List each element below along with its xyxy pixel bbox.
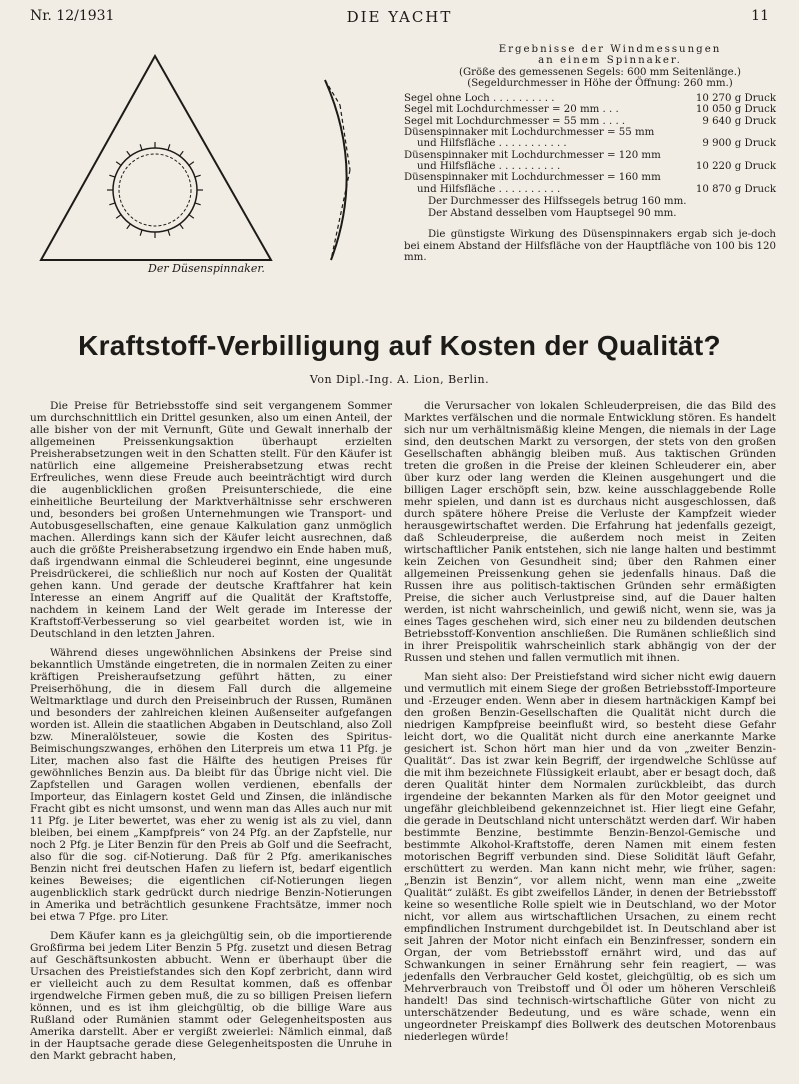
circle-tick xyxy=(127,151,131,156)
circle-tick xyxy=(109,203,115,205)
results-row-value: 10 270 g Druck xyxy=(695,93,776,105)
article-column-left xyxy=(30,400,392,1069)
page-header xyxy=(30,8,769,28)
results-row-value: 9 640 g Druck xyxy=(702,115,776,127)
circle-tick xyxy=(189,215,194,219)
issue-number: Nr. 12/1931 xyxy=(30,8,115,24)
results-row xyxy=(404,127,776,150)
circle-tick xyxy=(189,162,194,166)
article-paragraph: Man sieht also: Der Preistiefstand wird sicher nicht ewig dauern und vermutlich mit einem Siege der großen Betriebsstoff-Importeure und -Erzeuger enden. Wenn aber in diesem hartnäckigen Kampf bei den großen Benzin-Gesellschaften die Qualität nicht durch die niedrigen Kampfpreise beeinflußt wird, so besteht diese Gefahr leicht dort, wo die Qualität nicht durch eine anerkannte Marke gesichert ist. Schon hört man hier und da von „zweiter Benzin-Qualität“. Das ist zwar kein Begriff, der irgendwelche Schlüsse auf die mit ihm bezeichnete Flüssigkeit erlaubt, aber er besagt doch, daß deren Qualität hinter dem Normalen zurückbleibt, das durch irgendeine der bekannten Marken als für den Motor geeignet und ungefähr gleichbleibend gekennzeichnet ist. Hier liegt eine Gefahr, die gerade in Deutschland nicht unterschätzt werden darf. Wir haben bestimmte Benzine, bestimmte Benzin-Benzol-Gemische und bestimmte Alkohol-Kraftstoffe, deren Namen mit einem festen motorischen Begriff verbunden sind. Diese Solidität läuft Gefahr, erschüttert zu werden. Man kann nicht mehr, wie früher, sagen: „Benzin ist Benzin“, vor allem nicht, wenn man eine „zweite Qualität“ zuläßt. Es gibt zweifellos Länder, in denen der Betriebsstoff keine so wesentliche Rolle spielt wie in Deutschland, wo der Motor nicht, vor allem aus wirtschaftlichen Ursachen, zu einem recht empfindlichen Instrument durchgebildet ist. In Deutschland aber ist seit Jahren der Motor nicht einfach ein Benzinfresser, sondern ein Organ, der vom Betriebsstoff ernährt wird, und das auf Schwankungen in seiner Ernährung sehr fein reagiert, — was jedenfalls den Verbraucher Geld kostet, gleichgültig, ob es sich um Mehrverbrauch von Treibstoff und Öl oder um höheren Verschleiß handelt! Das sind technisch-wirtschaftliche Güter von nicht zu unterschätzender Bedeutung, und es wäre schade, wenn ein ungeordneter Preiskampf dies Bollwerk des deutschen Motorenbaus niederlegen würde! xyxy=(404,671,776,1043)
results-note-line1: (Größe des gemessenen Segels: 600 mm Seitenlänge.) xyxy=(459,66,741,78)
results-row-label: Segel mit Lochdurchmesser = 20 mm . . . xyxy=(404,104,619,116)
results-row-value: 10 870 g Druck xyxy=(695,183,776,195)
results-row-value: 9 900 g Druck xyxy=(702,138,776,150)
circle-tick xyxy=(140,144,142,150)
results-row-label: Düsenspinnaker mit Lochdurchmesser = 120 mm und Hilfsfläche . . . . . . . . . . xyxy=(404,149,661,172)
results-row xyxy=(404,172,776,195)
article-column-right xyxy=(404,400,776,1050)
results-extra-distance: Der Abstand desselben vom Hauptsegel 90 mm. xyxy=(428,208,677,220)
article-paragraph: Die Preise für Betriebsstoffe sind seit vergangenem Sommer um durchschnittlich ein Drittel gesunken, also um einen Anteil, der alle bisher von der mit Vernunft, Güte und Gewalt innerhalb der allgemeinen Preissenkungsaktion überhaupt erzielten Preisherabsetzungen weit in den Schatten stellt. Für den Käufer ist natürlich eine allgemeine Preisherabsetzung etwas recht Erfreuliches, wenn diese Freude auch beeinträchtigt wird durch die augenblicklichen großen Preisunterschiede, die eine einheitliche Beurteilung der Marktverhältnisse sehr erschweren und, besonders bei großen Unternehmungen wie Transport- und Autobusgesellschaften, eine genaue Kalkulation ganz unmöglich machen. Allerdings kann sich der Käufer leicht ausrechnen, daß auch die größte Preisherabsetzung irgendwo ein Ende haben muß, daß irgendwann einmal die Schleuderei beginnt, eine ungesunde Preisdrückerei, die schließlich nur noch auf Kosten der Qualität gehen kann. Und gerade der deutsche Kraftfahrer hat kein Interesse an einem Angriff auf die Qualität der Kraftstoffe, nachdem in keinem Land der Welt gerade im Interesse der Kraftstoff-Verbesserung so viel gearbeitet worden ist, wie in Deutschland in den letzten Jahren. xyxy=(30,400,392,640)
article-byline: Von Dipl.-Ing. A. Lion, Berlin. xyxy=(309,373,490,386)
results-row xyxy=(404,93,776,104)
circle-tick xyxy=(180,151,184,156)
figure-caption: Der Düsenspinnaker. xyxy=(148,262,265,275)
circle-tick xyxy=(127,224,131,229)
results-row-label: Düsenspinnaker mit Lochdurchmesser = 160 mm und Hilfsfläche . . . . . . . . . . xyxy=(404,172,661,195)
results-extra-diameter: Der Durchmesser des Hilfssegels betrug 160 mm. xyxy=(428,195,687,207)
results-row xyxy=(404,116,776,127)
spinnaker-figure xyxy=(35,50,370,280)
results-row xyxy=(404,150,776,173)
circle-tick xyxy=(168,144,170,150)
circle-tick xyxy=(195,203,201,205)
article-paragraph: Dem Käufer kann es ja gleichgültig sein, ob die importierende Großfirma bei jedem Liter Benzin 5 Pfg. zusetzt und diesen Betrag auf Geschäftsunkosten abbucht. Wenn er überhaupt über die Ursachen des Preistiefstandes sich den Kopf zerbricht, dann wird er vielleicht auch zu dem Resultat kommen, daß es offenbar irgendwelche Firmen geben muß, die zu so billigen Preisen liefern können, und es ist ihm gleichgültig, ob die billige Ware aus Rußland oder Rumänien stammt oder Gelegenheitsposten aus Amerika darstellt. Aber er vergißt zweierlei: Nämlich einmal, daß in der Hauptsache gerade diese Gelegenheitsposten die Unruhe in den Markt gebracht haben, xyxy=(30,930,392,1062)
journal-title: DIE YACHT xyxy=(346,8,453,26)
circle-tick xyxy=(180,224,184,229)
results-closing: Die günstigste Wirkung des Düsenspinnakers ergab sich je-doch bei einem Abstand der Hilfsfläche von der Hauptfläche von 100 bis 120 mm. xyxy=(404,229,776,264)
results-title-line2: an einem Spinnaker. xyxy=(538,55,682,67)
results-row-label: Segel mit Lochdurchmesser = 55 mm . . . . xyxy=(404,115,626,127)
circle-tick xyxy=(168,230,170,236)
results-title-line1: Ergebnisse der Windmessungen xyxy=(498,44,722,55)
results-table xyxy=(404,93,776,195)
circle-tick xyxy=(116,215,121,219)
results-row xyxy=(404,104,776,115)
wind-measurement-results xyxy=(404,44,776,263)
page-number: 11 xyxy=(751,8,769,24)
article-paragraph: Während dieses ungewöhnlichen Absinkens der Preise sind bekanntlich Umstände eingetreten, die in normalen Zeiten zu einer kräftigen Preisheraufsetzung geführt hätten, zu einer Preiserhöhung, die in diesem Fall durch die allgemeine Weltmarktlage und durch den Preiseinbruch der Russen, Rumänen und besonders der zahlreichen kleinen Außenseiter aufgefangen worden ist. Allein die staatlichen Abgaben in Deutschland, also Zoll bzw. Mineralölsteuer, sowie die Kosten des Spiritus-Beimischungszwanges, erhöhen den Literpreis um etwa 11 Pfg. je Liter, machen also fast die Hälfte des heutigen Preises für gewöhnliches Benzin aus. Da bleibt für das Übrige nicht viel. Die Zapfstellen und Garagen wollen verdienen, ebenfalls der Importeur, das Einlagern kostet Geld und Zinsen, die inländische Fracht gibt es nicht umsonst, und wenn man das Alles auch nur mit 11 Pfg. je Liter bewertet, was eher zu wenig ist als zu viel, dann bleiben, bei einem „Kampfpreis“ von 24 Pfg. an der Zapfstelle, nur noch 2 Pfg. je Liter Benzin für den Preis ab Golf und die Seefracht, also für die sog. cif-Notierung. Daß für 2 Pfg. amerikanisches Benzin nicht frei deutschen Hafen zu liefern ist, bedarf eigentlich keines Beweises; die eigentlichen cif-Notierungen liegen augenblicklich stark gedrückt durch niedrige Benzin-Notierungen in Amerika und beträchtlich gesunkene Frachtsätze, immer noch bei etwa 7 Pfge. pro Liter. xyxy=(30,647,392,923)
circle-tick xyxy=(116,162,121,166)
article-title: Kraftstoff-Verbilligung auf Kosten der Qualität? xyxy=(78,330,721,361)
article-paragraph: die Verursacher von lokalen Schleuderpreisen, die das Bild des Marktes verfälschen und die normale Entwicklung stören. Es handelt sich nur um verhältnismäßig kleine Mengen, die niemals in der Lage sind, den deutschen Markt zu versorgen, der stets von den großen Gesellschaften abhängig bleiben muß. Aus taktischen Gründen treten die großen in die Preise der kleinen Schleuderer ein, aber über kurz oder lang werden die Kleinen ausgehungert und die billigen Lager erschöpft sein, bzw. keine ausschlaggebende Rolle mehr spielen, und dann ist es durchaus nicht ausgeschlossen, daß durch spätere höhere Preise die Verluste der Kampfzeit wieder herausgewirtschaftet werden. Die Erfahrung hat jedenfalls gezeigt, daß Schleuderpreise, die außerdem noch meist in Zeiten wirtschaftlicher Panik entstehen, sich nie lange halten und bestimmt kein Zeichen von Gesundheit sind; über den Rahmen einer allgemeinen Preissenkung gehen sie jedenfalls hinaus. Daß die Russen ihre aus politisch-taktischen Gründen sehr ermäßigten Preise, die sicher auch Verlustpreise sind, auf die Dauer halten werden, ist nicht wahrscheinlich, und gewiß nicht, wenn sie, was ja eines Tages geschehen wird, sich einer neu zu bildenden deutschen Betriebsstoff-Konvention anschließen. Die Rumänen schließlich sind in ihrer Preispolitik wahrscheinlich stark abhängig von der der Russen und stehen und fallen vermutlich mit ihnen. xyxy=(404,400,776,664)
results-note-line2: (Segeldurchmesser in Höhe der Öffnung: 260 mm.) xyxy=(467,77,733,89)
circle-tick xyxy=(109,175,115,177)
results-row-value: 10 050 g Druck xyxy=(695,104,776,116)
results-row-value: 10 220 g Druck xyxy=(695,160,776,172)
circle-tick xyxy=(140,230,142,236)
results-row-label: Segel ohne Loch . . . . . . . . . . xyxy=(404,93,555,105)
circle-tick xyxy=(195,175,201,177)
spinnaker-drawing xyxy=(35,50,370,280)
results-row-label: Düsenspinnaker mit Lochdurchmesser = 55 mm und Hilfsfläche . . . . . . . . . . . xyxy=(404,127,655,150)
